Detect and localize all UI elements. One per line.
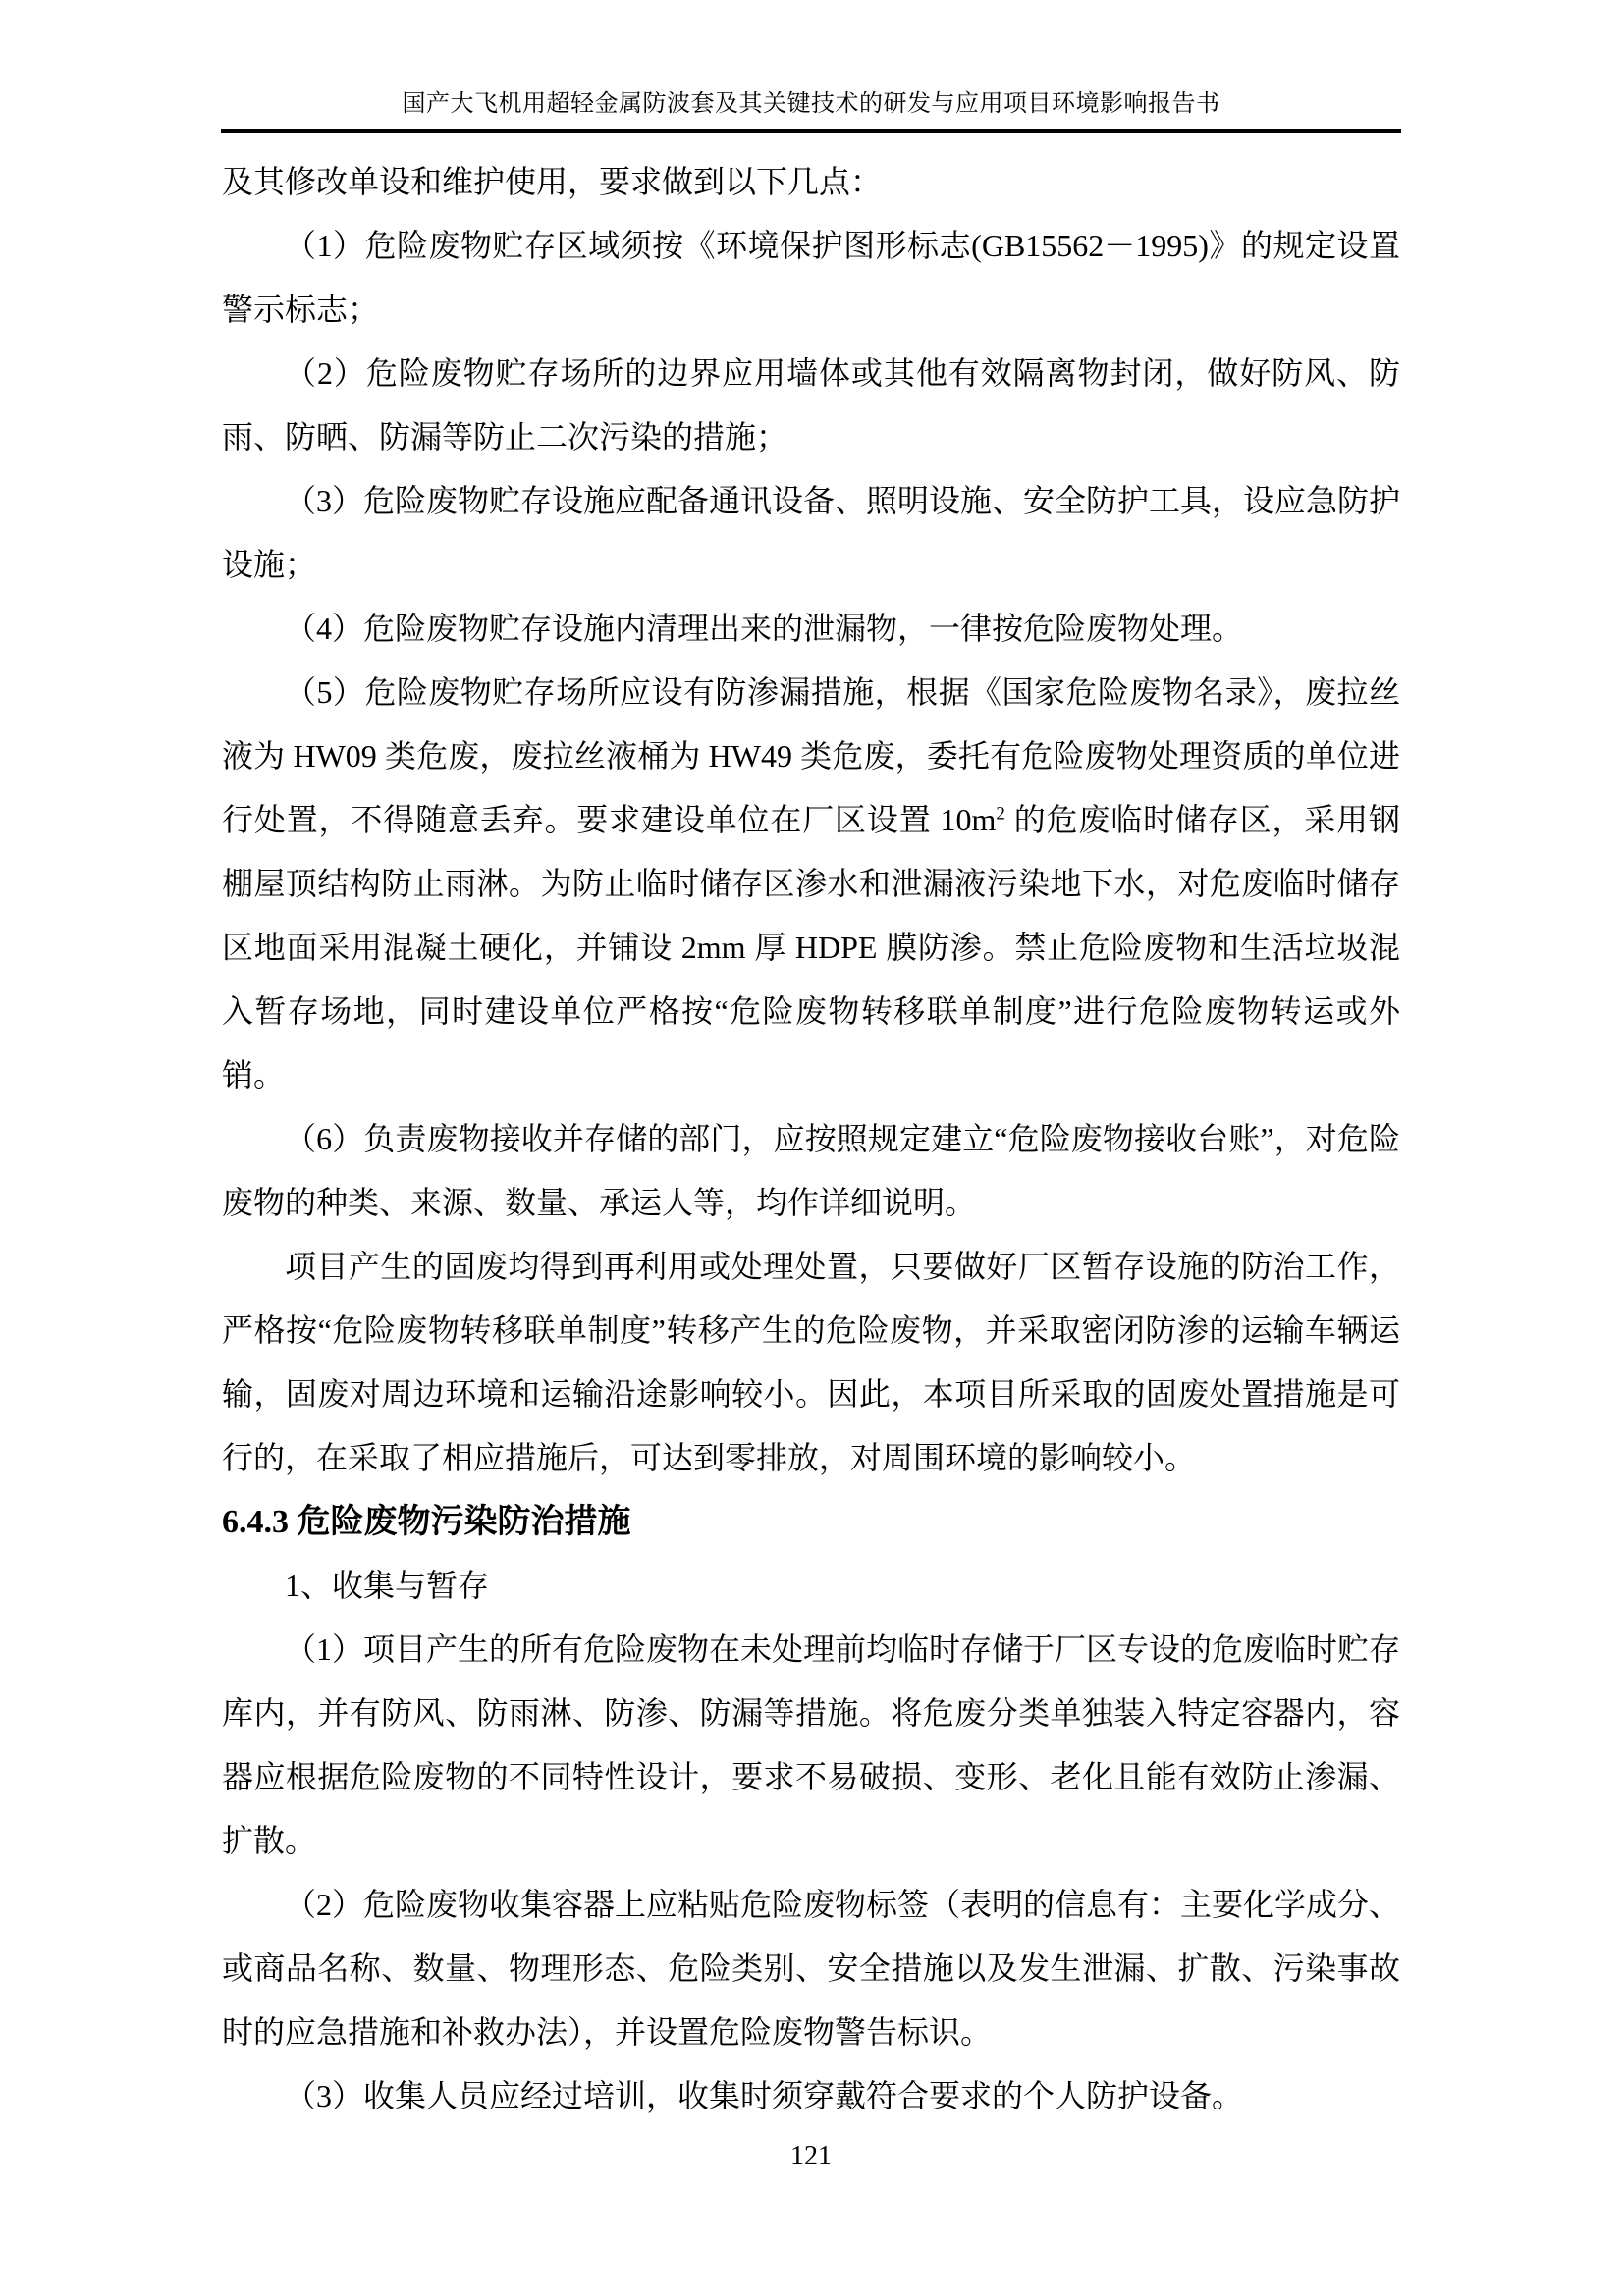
paragraph-item-5 xyxy=(222,661,1400,1107)
paragraph-item-4: （4）危险废物贮存设施内清理出来的泄漏物，一律按危险废物处理。 xyxy=(285,611,1244,646)
paragraph-item-5-text-before-superscript: （5）危险废物贮存场所应设有防渗漏措施，根据《国家危险废物名录》，废拉丝液为 HW09 类危废，废拉丝液桶为 HW49 类危废，委托有危险废物处理资质的单位进行处置，不得随意丢弃。要求建设单位在厂区设置 10m xyxy=(222,674,1400,837)
paragraph-item-1: （1）危险废物贮存区域须按《环境保护图形标志(GB15562－1995)》的规定设置警示标志； xyxy=(222,228,1400,327)
square-meter-superscript: 2 xyxy=(996,803,1005,825)
paragraph-item-3: （3）危险废物贮存设施应配备通讯设备、照明设施、安全防护工具，设应急防护设施； xyxy=(222,483,1401,582)
paragraph-item-5-text-after-superscript: 的危废临时储存区，采用钢棚屋顶结构防止雨淋。为防止临时储存区渗水和泄漏液污染地下水，对危废临时储存区地面采用混凝土硬化，并铺设 2mm 厚 HDPE 膜防渗。禁止危险废物和生活垃圾混入暂存场地，同时建设单位严格按“危险废物转移联单制度”进行危险废物转运或外销。 xyxy=(222,802,1400,1093)
paragraph-sub-item-3: （3）收集人员应经过培训，收集时须穿戴符合要求的个人防护设备。 xyxy=(285,2078,1244,2113)
paragraph-item-2: （2）危险废物贮存场所的边界应用墙体或其他有效隔离物封闭，做好防风、防雨、防晒、防漏等防止二次污染的措施； xyxy=(222,355,1400,454)
paragraph-summary: 项目产生的固废均得到再利用或处理处置，只要做好厂区暂存设施的防治工作，严格按“危险废物转移联单制度”转移产生的危险废物，并采取密闭防渗的运输车辆运输，固废对周边环境和运输沿途影响较小。因此，本项目所采取的固废处置措施是可行的，在采取了相应措施后，可达到零排放，对周围环境的影响较小。 xyxy=(222,1249,1400,1475)
page-number: 121 xyxy=(790,2141,832,2171)
paragraph-intro: 及其修改单设和维护使用，要求做到以下几点： xyxy=(222,164,883,199)
header-divider-rule xyxy=(221,129,1401,133)
paragraph-sub-item-1: （1）项目产生的所有危险废物在未处理前均临时存储于厂区专设的危废临时贮存库内，并有防风、防雨淋、防渗、防漏等措施。将危废分类单独装入特定容器内，容器应根据危险废物的不同特性设计，要求不易破损、变形、老化且能有效防止渗漏、扩散。 xyxy=(222,1631,1401,1858)
page-header-title: 国产大飞机用超轻金属防波套及其关键技术的研发与应用项目环境影响报告书 xyxy=(402,91,1220,117)
section-heading-6-4-3: 6.4.3 危险废物污染防治措施 xyxy=(222,1504,631,1540)
paragraph-subsection-title: 1、收集与暂存 xyxy=(285,1568,490,1603)
paragraph-item-6: （6）负责废物接收并存储的部门，应按照规定建立“危险废物接收台账”，对危险废物的种类、来源、数量、承运人等，均作详细说明。 xyxy=(222,1121,1400,1220)
paragraph-sub-item-2: （2）危险废物收集容器上应粘贴危险废物标签（表明的信息有：主要化学成分、或商品名称、数量、物理形态、危险类别、安全措施以及发生泄漏、扩散、污染事故时的应急措施和补救办法），并设置危险废物警告标识。 xyxy=(222,1887,1401,2050)
document-body xyxy=(222,150,1400,2128)
